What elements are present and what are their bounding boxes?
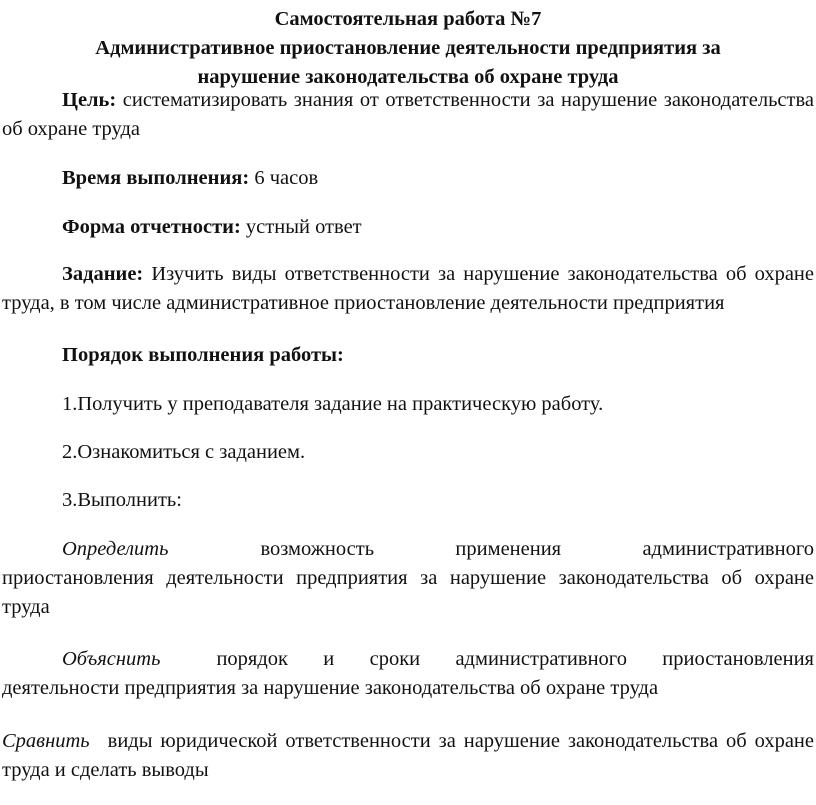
action-explain-word: сроки [369,648,421,670]
action-explain-word: административного [455,648,627,670]
title-line-2: Административное приостановление деятельности предприятия за [95,37,721,59]
action-define-word: административного [642,538,814,560]
document-title [2,5,814,92]
procedure-heading: Порядок выполнения работы: [62,344,344,366]
report-form-label: Форма отчетности: [62,216,241,238]
title-line-3: нарушение законодательства об охране труда [197,66,619,88]
procedure-step-3: 3.Выполнить: [62,489,182,511]
goal-label: Цель: [62,89,117,111]
time-paragraph [2,164,814,193]
task-paragraph [2,260,814,318]
action-compare-paragraph [2,727,814,785]
report-form-paragraph [2,213,814,242]
action-explain-paragraph [2,645,814,703]
task-label: Задание: [62,263,144,285]
procedure-step-2: 2.Ознакомиться с заданием. [62,441,306,463]
action-explain-rest: деятельности предприятия за нарушение законодательства об охране труда [2,677,659,699]
goal-text: систематизировать знания от ответственности за нарушение законодательства об охране труда [2,89,814,140]
procedure-step-1: 1.Получить у преподавателя задание на практическую работу. [62,393,604,415]
time-label: Время выполнения: [62,167,250,189]
action-explain-verb: Объяснить [62,648,161,670]
task-text: Изучить виды ответственности за нарушение законодательства об охране труда, в том числе административное приостановление деятельности предприятия [2,263,814,314]
report-form-text: устный ответ [245,216,362,238]
action-define-verb: Определить [62,538,169,560]
action-explain-word: и [323,648,335,670]
action-compare-verb: Сравнить [2,730,90,752]
action-define-word: возможность [260,538,375,560]
time-text: 6 часов [254,167,319,189]
action-explain-word: приостановления [662,648,814,670]
action-define-paragraph [2,535,814,622]
action-define-rest: приостановления деятельности предприятия за нарушение законодательства об охране труда [2,567,814,618]
action-compare-text: виды юридической ответственности за нарушение законодательства об охране труда и сделать выводы [2,730,814,781]
title-line-1: Самостоятельная работа №7 [274,8,542,30]
action-explain-word: порядок [216,648,288,670]
action-define-word: применения [455,538,562,560]
goal-paragraph [2,86,814,144]
